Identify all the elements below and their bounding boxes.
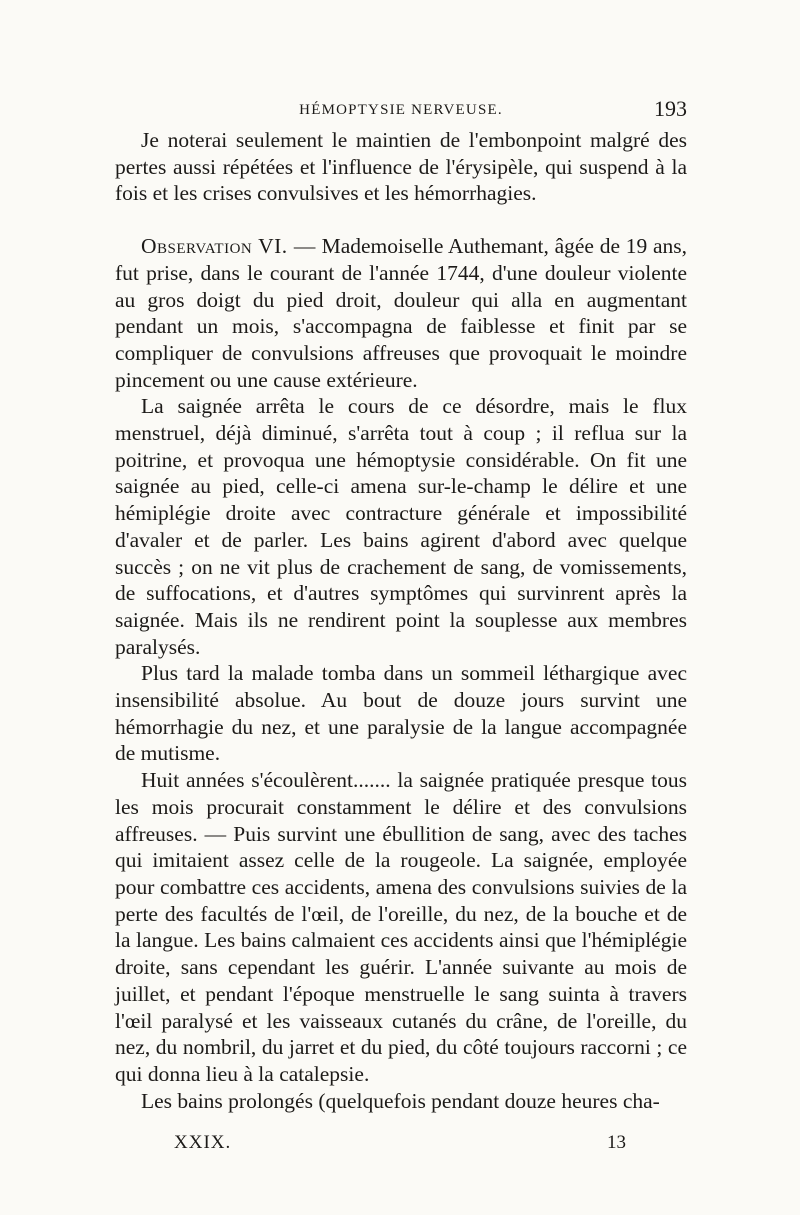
paragraph: Les bains prolongés (quelquefois pendant douze heures cha- [141, 1088, 660, 1113]
page-number: 193 [654, 96, 687, 121]
paragraph: Huit années s'écoulèrent....... la saignée pratiquée presque tous les mois procurait constamment le délire et des convulsions affreuses. — Puis survint une ébullition de sang, avec des taches qui imitaient assez celle de la rougeole. La saignée, employée pour combattre ces accidents, amena des convulsions suivies de la perte des facultés de l'œil, de l'oreille, du nez, de la bouche et de la langue. Les bains calmaient ces accidents ainsi que l'hémiplégie droite, sans cependant les guérir. L'année suivante au mois de juillet, et pendant l'époque menstruelle le sang suinta à travers l'œil paralysé et les vaisseaux cutanés du crâne, de l'oreille, du nez, du nombril, du jarret et du pied, du côté toujours raccorni ; ce qui donna lieu à la catalepsie. [115, 768, 687, 1086]
page-footer [174, 1132, 626, 1162]
paragraph: Plus tard la malade tomba dans un sommeil léthargique avec insensibilité absolue. Au bout de douze jours survint une hémorrhagie du nez, et une paralysie de la langue accompagnée de mutisme. [115, 661, 687, 766]
body-text [115, 127, 687, 1114]
observation-paragraph [115, 233, 687, 393]
paragraph: Je noterai seulement le maintien de l'embonpoint malgré des pertes aussi répétées et l'influence de l'érysipèle, qui suspend à la fois et les crises convulsives et les hémorrhagies. [115, 128, 687, 206]
observation-label: Observation VI. — [141, 234, 316, 259]
sheet-number: 13 [607, 1132, 626, 1153]
paragraph: La saignée arrêta le cours de ce désordre, mais le flux menstruel, déjà diminué, s'arrêta tout à coup ; il reflua sur la poitrine, et provoqua une hémoptysie considérable. On fit une saignée au pied, celle-ci amena sur-le-champ le délire et une hémiplégie droite avec contracture générale et impossibilité d'avaler et de parler. Les bains agirent d'abord avec quelque succès ; on ne vit plus de crachement de sang, de vomissements, de suffocations, et d'autres symptômes qui survinrent après la saignée. Mais ils ne rendirent point la souplesse aux membres paralysés. [115, 394, 687, 659]
paragraph-text: Mademoiselle Authemant, âgée de 19 ans, fut prise, dans le courant de l'année 1744, d'une douleur violente au gros doigt du pied droit, douleur qui alla en augmentant pendant un mois, s'accompagna de faiblesse et finit par se compliquer de convulsions affreuses que provoquait le moindre pincement ou une cause extérieure. [115, 234, 687, 392]
running-title: HÉMOPTYSIE NERVEUSE. [299, 102, 503, 118]
signature-mark: XXIX. [174, 1132, 232, 1153]
page-header [115, 96, 687, 124]
